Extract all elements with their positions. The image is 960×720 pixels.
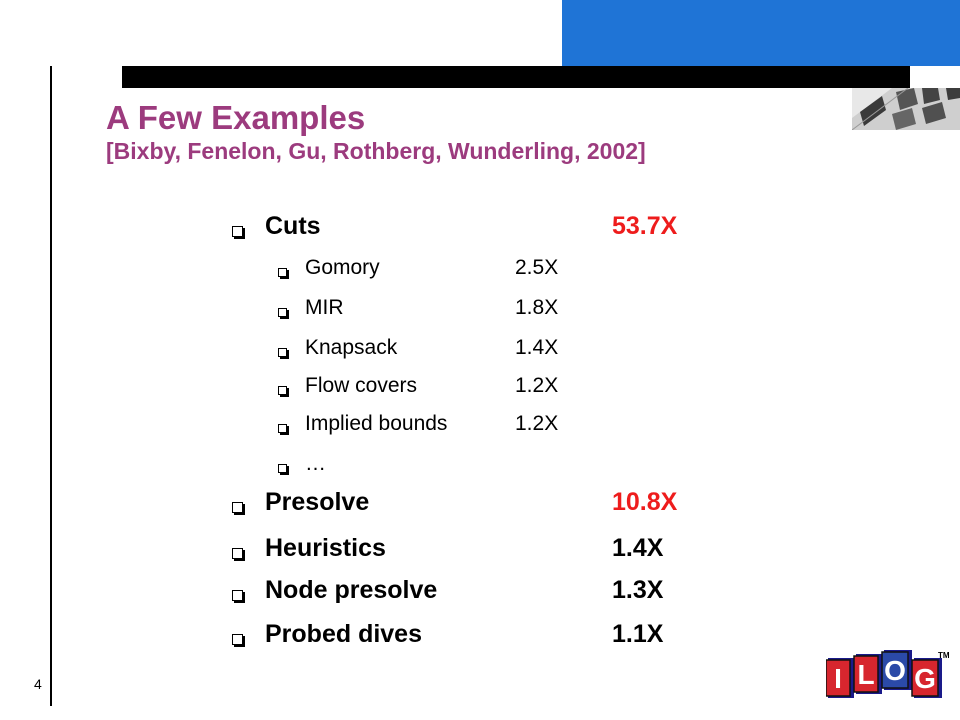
checkbox-bullet-icon [232,634,243,645]
header-black-bar [122,66,910,88]
bullet-value: 53.7X [612,212,678,240]
sub-bullet-label: Gomory [305,256,380,279]
bullet-label: Node presolve [265,576,438,604]
bullet-label: Cuts [265,212,321,240]
ilog-logo [826,648,952,704]
header-blue-block [562,0,960,66]
bullet-label: Probed dives [265,620,422,648]
slide-subtitle-citation: [Bixby, Fenelon, Gu, Rothberg, Wunderling, 2002] [106,138,646,164]
bullet-label: Presolve [265,488,370,516]
checkbox-bullet-icon [232,590,243,601]
checkbox-bullet-icon [232,226,243,237]
bullet-value: 1.4X [612,534,664,562]
sub-bullet-value: 1.2X [515,374,559,397]
checkbox-bullet-icon [278,464,287,473]
sub-bullet-label: Knapsack [305,336,398,359]
bullet-value: 1.1X [612,620,664,648]
sub-bullet-label: MIR [305,296,344,319]
checkbox-bullet-icon [278,386,287,395]
page-number: 4 [34,676,42,692]
bullet-value: 10.8X [612,488,678,516]
checkbox-bullet-icon [232,548,243,559]
sub-bullet-value: 1.4X [515,336,559,359]
checkbox-bullet-icon [278,424,287,433]
sub-bullet-value: 1.2X [515,412,559,435]
sub-bullet-value: 1.8X [515,296,559,319]
logo-letter-g: G [914,663,936,694]
checkbox-bullet-icon [278,268,287,277]
checkbox-bullet-icon [232,502,243,513]
bullet-label: Heuristics [265,534,386,562]
checkbox-bullet-icon [278,308,287,317]
logo-letter-o: O [884,655,906,686]
sub-bullet-label: Implied bounds [305,412,448,435]
sub-bullet-label: Flow covers [305,374,418,397]
left-vertical-rule [50,66,52,706]
slide-title: A Few Examples [106,99,366,136]
bullet-value: 1.3X [612,576,664,604]
logo-trademark: TM [938,651,950,660]
logo-letter-i: I [834,663,842,694]
logo-letter-l: L [857,659,875,690]
building-photo [852,88,960,130]
sub-bullet-value: 2.5X [515,256,559,279]
sub-bullet-label: … [305,452,326,475]
checkbox-bullet-icon [278,348,287,357]
